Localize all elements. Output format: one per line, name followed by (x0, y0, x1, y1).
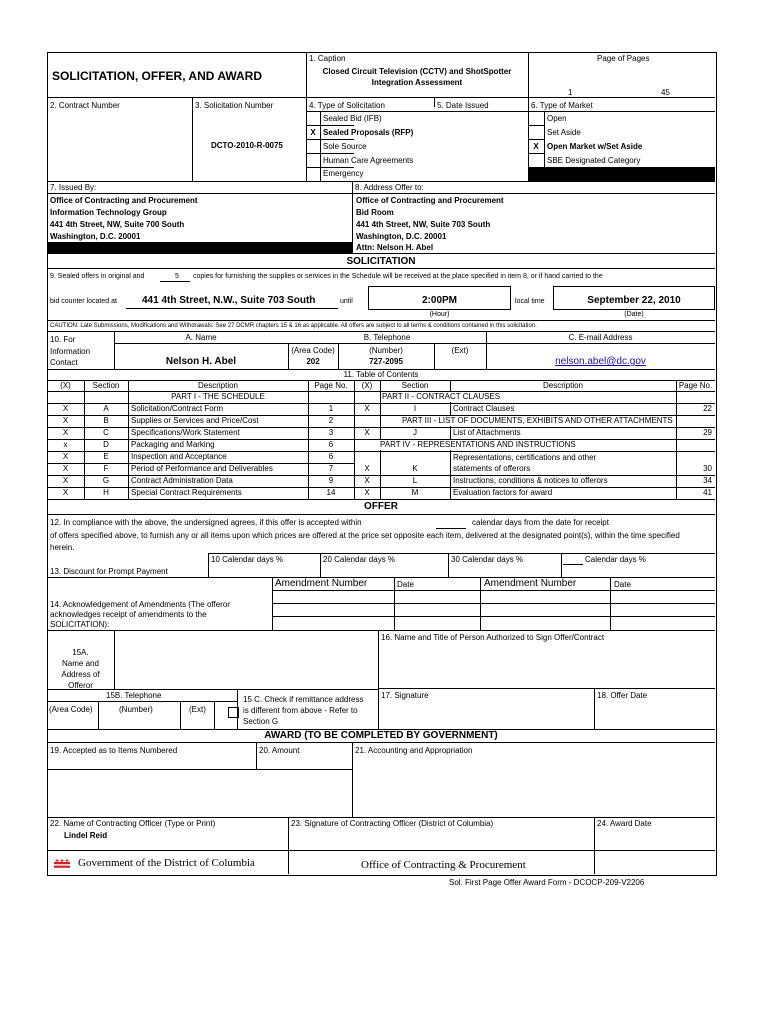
toc-row-l-sec: L (412, 476, 418, 485)
toc-col-section-2: Section (401, 381, 429, 390)
toc-row-d-page: 6 (328, 440, 334, 449)
address-offer-line-5: Attn: Nelson H. Abel (356, 243, 434, 252)
offeror-area-code-label: (Area Code) (49, 705, 93, 714)
toc-row-a-sec: A (103, 404, 109, 413)
contact-label-3: Contact (50, 358, 78, 367)
toc-row-c-x: X (62, 428, 69, 437)
bid-counter-label: bid counter located at (50, 298, 117, 305)
remittance-label-3: Section G (243, 717, 279, 726)
toc-col-x-2: (X) (361, 381, 373, 390)
toc-row-f-sec: F (103, 464, 109, 473)
page-count: 45 (661, 88, 670, 97)
toc-row-i-sec: I (413, 404, 417, 413)
discount-20-days: 20 Calendar days % (323, 555, 396, 564)
ack-label-2: acknowledges receipt of amendments to the (50, 610, 207, 619)
toc-row-e-sec: E (103, 452, 109, 461)
award-date-label: 24. Award Date (597, 819, 652, 828)
area-code: 202 (306, 357, 320, 366)
footer-ocp: Office of Contracting & Procurement (361, 859, 526, 871)
contact-name: Nelson H. Abel (165, 356, 237, 367)
toc-row-i-x: X (364, 404, 370, 413)
toc-row-l-page: 34 (703, 476, 712, 485)
page-number: 1 (568, 88, 573, 97)
offer-line-4: herein. (50, 543, 75, 552)
caption-text-2: Integration Assessment (371, 78, 463, 87)
market-label-1: Open (547, 114, 567, 123)
dc-flag-icon (54, 856, 70, 868)
name-offeror-label-3: Address of (61, 670, 100, 679)
contract-number-label: 2. Contract Number (50, 101, 120, 110)
local-time-label: local time (515, 298, 545, 305)
name-offeror-label-4: Offeror (68, 681, 93, 690)
accepted-items-label: 19. Accepted as to Items Numbered (50, 746, 178, 755)
contact-name-label: A. Name (185, 333, 217, 342)
signature-label: 17. Signature (381, 691, 429, 700)
toc-part-3: PART III - LIST OF DOCUMENTS, EXHIBITS AND OTHER ATTACHMENTS (402, 416, 673, 425)
offer-heading: OFFER (364, 501, 398, 512)
amendment-number-header-1: Amendment Number (275, 578, 368, 589)
toc-row-g-page: 9 (328, 476, 334, 485)
toc-row-d-sec: D (103, 440, 109, 449)
ack-label-3: SOLICITATION): (50, 620, 110, 629)
copies-text: copies for furnishing the supplies or services in the Schedule will be received at the place specified in item 8, or if hand carried to the (193, 273, 603, 280)
remittance-label-1: 15 C. Check if remittance address (243, 695, 364, 704)
amendment-number-header-2: Amendment Number (484, 578, 577, 589)
phone-number: 727-2095 (369, 357, 403, 366)
toc-row-f-desc: Period of Performance and Deliverables (131, 464, 273, 473)
telephone-label: B. Telephone (363, 333, 411, 342)
address-offer-line-1: Office of Contracting and Procurement (356, 196, 504, 205)
ack-label-1: 14. Acknowledgement of Amendments (The offeror (50, 600, 230, 609)
issued-by-line-3: 441 4th Street, NW, Suite 700 South (50, 220, 185, 229)
toc-part-1: PART I - THE SCHEDULE (171, 392, 265, 401)
caution-text: CAUTION: Late Submissions, Modifications and Withdrawals: See 27 DCMR chapters 15 & 16 as applicable. All offers are subject to all terms & conditions contained in this solicitation. (50, 323, 537, 329)
discount-30-days: 30 Calendar days % (451, 555, 524, 564)
issued-by-line-4: Washington, D.C. 20001 (50, 232, 141, 241)
toc-row-c-sec: C (103, 428, 109, 437)
toc-part-4: PART IV - REPRESENTATIONS AND INSTRUCTIONS (380, 440, 576, 449)
contact-label-1: 10. For (50, 335, 76, 344)
address-offer-line-4: Washington, D.C. 20001 (356, 232, 447, 241)
address-offer-label: 8. Address Offer to: (355, 183, 424, 192)
market-label-2: Set Aside (547, 128, 581, 137)
toc-row-j-page: 29 (703, 428, 712, 437)
toc-col-page: Page No. (314, 381, 348, 390)
sol-type-label-5: Emergency (323, 169, 364, 178)
toc-row-f-page: 7 (328, 464, 334, 473)
toc-col-description: Description (197, 381, 238, 390)
offer-line-2: calendar days from the date for receipt (472, 518, 609, 527)
ext-label: (Ext) (451, 346, 469, 355)
issued-by-line-1: Office of Contracting and Procurement (50, 196, 198, 205)
toc-row-k-desc-1: Representations, certifications and other (453, 453, 597, 462)
address-offer-line-2: Bid Room (356, 208, 394, 217)
toc-row-g-sec: G (102, 476, 110, 485)
toc-row-c-desc: Specifications/Work Statement (131, 428, 240, 437)
offer-line-3: of offers specified above, to furnish any or all items upon which prices are offered at the price set opposite each item, delivered at the designated point(s), within the time specified (50, 531, 680, 540)
toc-row-b-desc: Supplies or Services and Price/Cost (131, 416, 259, 425)
issued-by-label: 7. Issued By: (50, 183, 97, 192)
toc-row-m-sec: M (411, 488, 419, 497)
amount-label: 20. Amount (259, 746, 300, 755)
caption-text: Closed Circuit Television (CCTV) and ShotSpotter (322, 67, 512, 76)
toc-col-section: Section (92, 381, 120, 390)
toc-row-i-desc: Contract Clauses (453, 404, 515, 413)
remittance-label-2: is different from above - Refer to (243, 706, 358, 715)
toc-row-a-desc: Solicitation/Contract Form (131, 404, 224, 413)
discount-blank-days: Calendar days % (585, 555, 646, 564)
toc-row-j-sec: J (413, 428, 417, 437)
name-offeror-label-2: Name and (62, 659, 99, 668)
form-title: SOLICITATION, OFFER, AND AWARD (52, 69, 262, 83)
issued-by-shaded-bar (47, 242, 352, 253)
market-shaded-cell (528, 167, 715, 181)
toc-row-g-desc: Contract Administration Data (131, 476, 233, 485)
toc-row-k-x: X (364, 464, 370, 473)
offer-line-1: 12. In compliance with the above, the undersigned agrees, if this offer is accepted within (50, 518, 362, 527)
solicitation-number: DCTO-2010-R-0075 (211, 141, 283, 150)
toc-row-b-page: 2 (328, 416, 334, 425)
toc-row-h-sec: H (103, 488, 109, 497)
footer-government: Government of the District of Columbia (78, 857, 255, 869)
remittance-checkbox[interactable] (228, 707, 239, 718)
sealed-offers-text: 9. Sealed offers in original and (50, 273, 145, 280)
offeror-number-label: (Number) (119, 705, 153, 714)
award-heading: AWARD (TO BE COMPLETED BY GOVERNMENT) (264, 730, 498, 741)
solicitation-number-label: 3. Solicitation Number (195, 101, 274, 110)
market-label-4: SBE Designated Category (547, 156, 641, 165)
sol-type-label-2: Sealed Proposals (RFP) (323, 128, 414, 137)
sol-type-mark-2[interactable]: X (310, 128, 316, 137)
toc-row-h-x: X (62, 488, 69, 497)
address-offer-line-3: 441 4th Street, NW, Suite 703 South (356, 220, 491, 229)
number-label: (Number) (369, 346, 403, 355)
telephone-15b-label: 15B. Telephone (106, 691, 162, 700)
toc-row-b-sec: B (103, 416, 109, 425)
time-value: 2:00PM (421, 295, 457, 306)
sol-type-label-1: Sealed Bid (IFB) (323, 114, 382, 123)
market-mark-3[interactable]: X (533, 142, 539, 151)
type-of-solicitation-label: 4. Type of Solicitation (309, 101, 385, 110)
sol-type-label-4: Human Care Agreements (323, 156, 414, 165)
contact-label-2: Information (50, 347, 91, 356)
market-label-3: Open Market w/Set Aside (547, 142, 643, 151)
toc-row-j-desc: List of Attachments (453, 428, 521, 437)
solicitation-heading: SOLICITATION (346, 256, 416, 267)
accounting-label: 21. Accounting and Appropriation (355, 746, 473, 755)
toc-row-d-desc: Packaging and Marking (131, 440, 215, 449)
offeror-ext-label: (Ext) (189, 705, 206, 714)
page-of-pages-label: Page of Pages (597, 54, 650, 63)
toc-row-a-page: 1 (328, 404, 334, 413)
toc-row-l-desc: Instructions, conditions & notices to offerors (453, 476, 608, 485)
name-title-label: 16. Name and Title of Person Authorized to Sign Offer/Contract (381, 633, 605, 642)
date-label: (Date) (624, 311, 644, 318)
officer-name-label: 22. Name of Contracting Officer (Type or Print) (50, 819, 216, 828)
toc-row-k-page: 30 (703, 464, 712, 473)
toc-row-h-page: 14 (326, 488, 336, 497)
toc-row-a-x: X (62, 404, 69, 413)
amendment-date-header-1: Date (397, 580, 414, 589)
officer-signature-label: 23. Signature of Contracting Officer (District of Columbia) (291, 819, 494, 828)
discount-10-days: 10 Calendar days % (211, 555, 284, 564)
copies-count: 5 (175, 273, 179, 280)
toc-row-m-x: X (364, 488, 370, 497)
email-link[interactable]: nelson.abel@dc.gov (555, 356, 646, 367)
toc-row-h-desc: Special Contract Requirements (131, 488, 242, 497)
date-value: September 22, 2010 (587, 295, 681, 306)
toc-row-e-x: X (62, 452, 69, 461)
toc-row-e-desc: Inspection and Acceptance (131, 452, 227, 461)
toc-row-i-page: 22 (703, 404, 712, 413)
toc-row-b-x: X (62, 416, 69, 425)
area-code-label: (Area Code) (291, 346, 335, 355)
type-of-market-label: 6. Type of Market (531, 101, 593, 110)
offer-date-label: 18. Offer Date (597, 691, 648, 700)
amendment-date-header-2: Date (614, 580, 631, 589)
toc-row-f-x: X (62, 464, 69, 473)
toc-row-k-sec: K (412, 464, 418, 473)
sol-type-label-3: Sole Source (323, 142, 367, 151)
toc-col-description-2: Description (542, 381, 583, 390)
toc-heading: 11. Table of Contents (343, 370, 419, 379)
toc-row-m-page: 41 (703, 488, 712, 497)
email-label: C. E-mail Address (568, 333, 633, 342)
date-issued-label: 5. Date Issued (437, 101, 489, 110)
toc-col-page-2: Page No. (678, 381, 713, 390)
toc-row-e-page: 6 (328, 452, 334, 461)
toc-row-l-x: X (364, 476, 370, 485)
officer-name: Lindel Reid (64, 831, 108, 840)
caption-label: 1. Caption (309, 54, 346, 63)
until-label: until (340, 298, 353, 305)
discount-label: 13. Discount for Prompt Payment (50, 567, 168, 576)
toc-part-2: PART II - CONTRACT CLAUSES (382, 392, 501, 401)
toc-row-d-x: x (63, 440, 68, 449)
toc-row-g-x: X (62, 476, 69, 485)
toc-row-c-page: 3 (328, 428, 334, 437)
name-offeror-label-1: 15A. (72, 648, 89, 657)
bid-counter-location: 441 4th Street, N.W., Suite 703 South (142, 295, 316, 306)
toc-row-m-desc: Evaluation factors for award (453, 488, 553, 497)
footer-form-id: Sol. First Page Offer Award Form - DCOCP-209-V2206 (449, 878, 645, 887)
toc-row-k-desc-2: statements of offerors (453, 464, 531, 473)
toc-row-j-x: X (364, 428, 370, 437)
toc-col-x: (X) (60, 381, 71, 390)
issued-by-line-2: Information Technology Group (50, 208, 167, 217)
hour-label: (Hour) (429, 311, 450, 318)
